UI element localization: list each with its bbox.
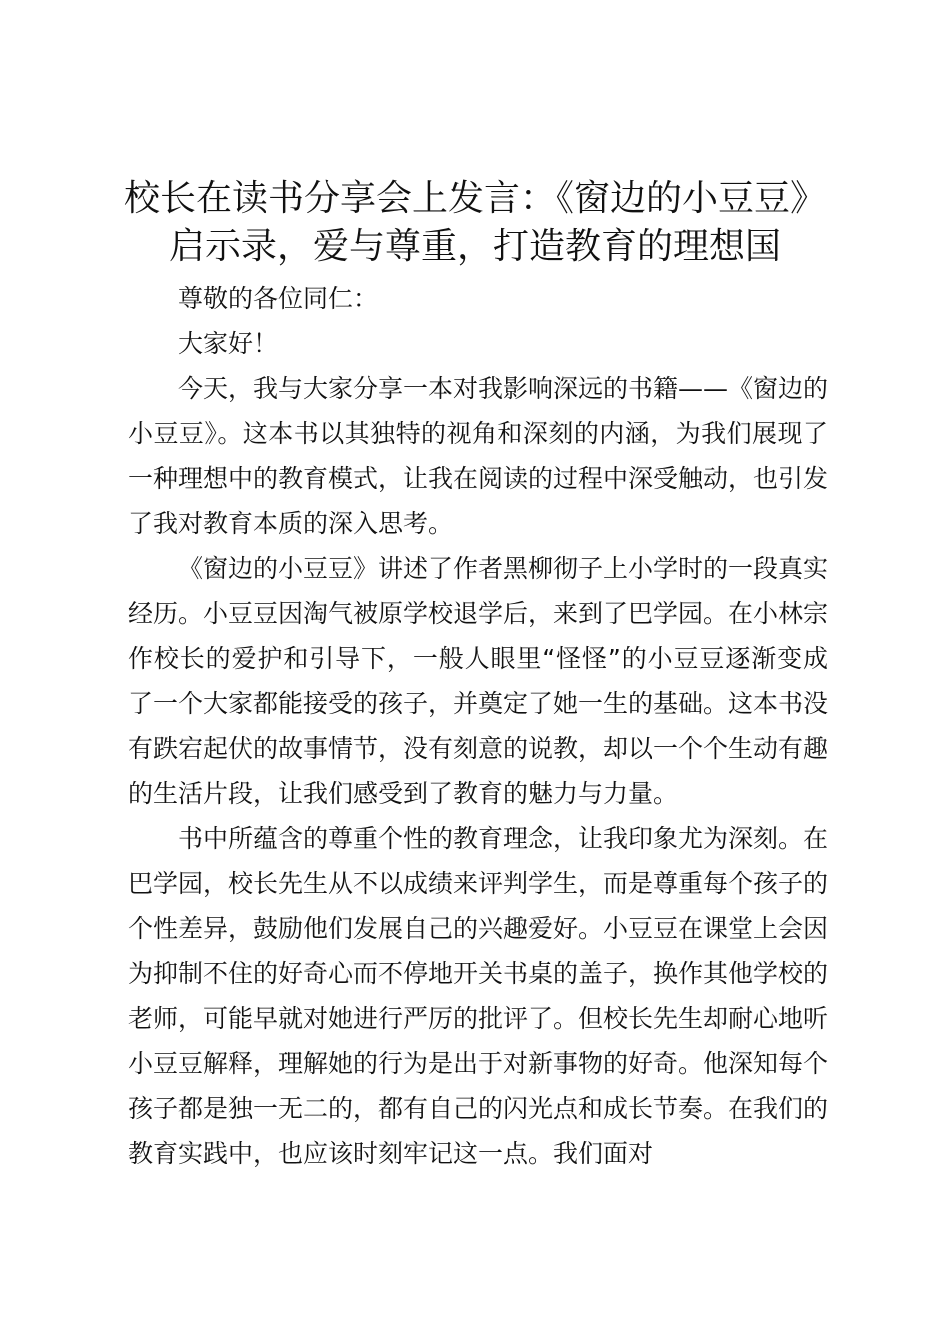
paragraph-3: 书中所蕴含的尊重个性的教育理念，让我印象尤为深刻。在巴学园，校长先生从不以成绩来评判学生，而是尊重每个孩子的个性差异，鼓励他们发展自己的兴趣爱好。小豆豆在课堂上会因为抑制不住的好奇心而不停地开关书桌的盖子，换作其他学校的老师，可能早就对她进行严厉的批评了。但校长先生却耐心地听小豆豆解释，理解她的行为是出于对新事物的好奇。他深知每个孩子都是独一无二的，都有自己的闪光点和成长节奏。在我们的教育实践中，也应该时刻牢记这一点。我们面对	[128, 824, 829, 1168]
document-title-line-1: 校长在读书分享会上发言：《窗边的小豆豆》	[123, 178, 826, 219]
salutation: 尊敬的各位同仁：	[178, 284, 379, 313]
document-title-line-2: 启示录，爱与尊重，打造教育的理想国	[168, 226, 781, 267]
greeting: 大家好！	[178, 329, 279, 358]
paragraph-2: 《窗边的小豆豆》讲述了作者黑柳彻子上小学时的一段真实经历。小豆豆因淘气被原学校退学后，来到了巴学园。在小林宗作校长的爱护和引导下，一般人眼里“怪怪”的小豆豆逐渐变成了一个大家都能接受的孩子，并奠定了她一生的基础。这本书没有跌宕起伏的故事情节，没有刻意的说教，却以一个个生动有趣的生活片段，让我们感受到了教育的魅力与力量。	[128, 554, 829, 808]
document-body	[128, 276, 828, 1176]
paragraph-1: 今天，我与大家分享一本对我影响深远的书籍——《窗边的小豆豆》。这本书以其独特的视角和深刻的内涵，为我们展现了一种理想中的教育模式，让我在阅读的过程中深受触动，也引发了我对教育本质的深入思考。	[128, 374, 829, 538]
